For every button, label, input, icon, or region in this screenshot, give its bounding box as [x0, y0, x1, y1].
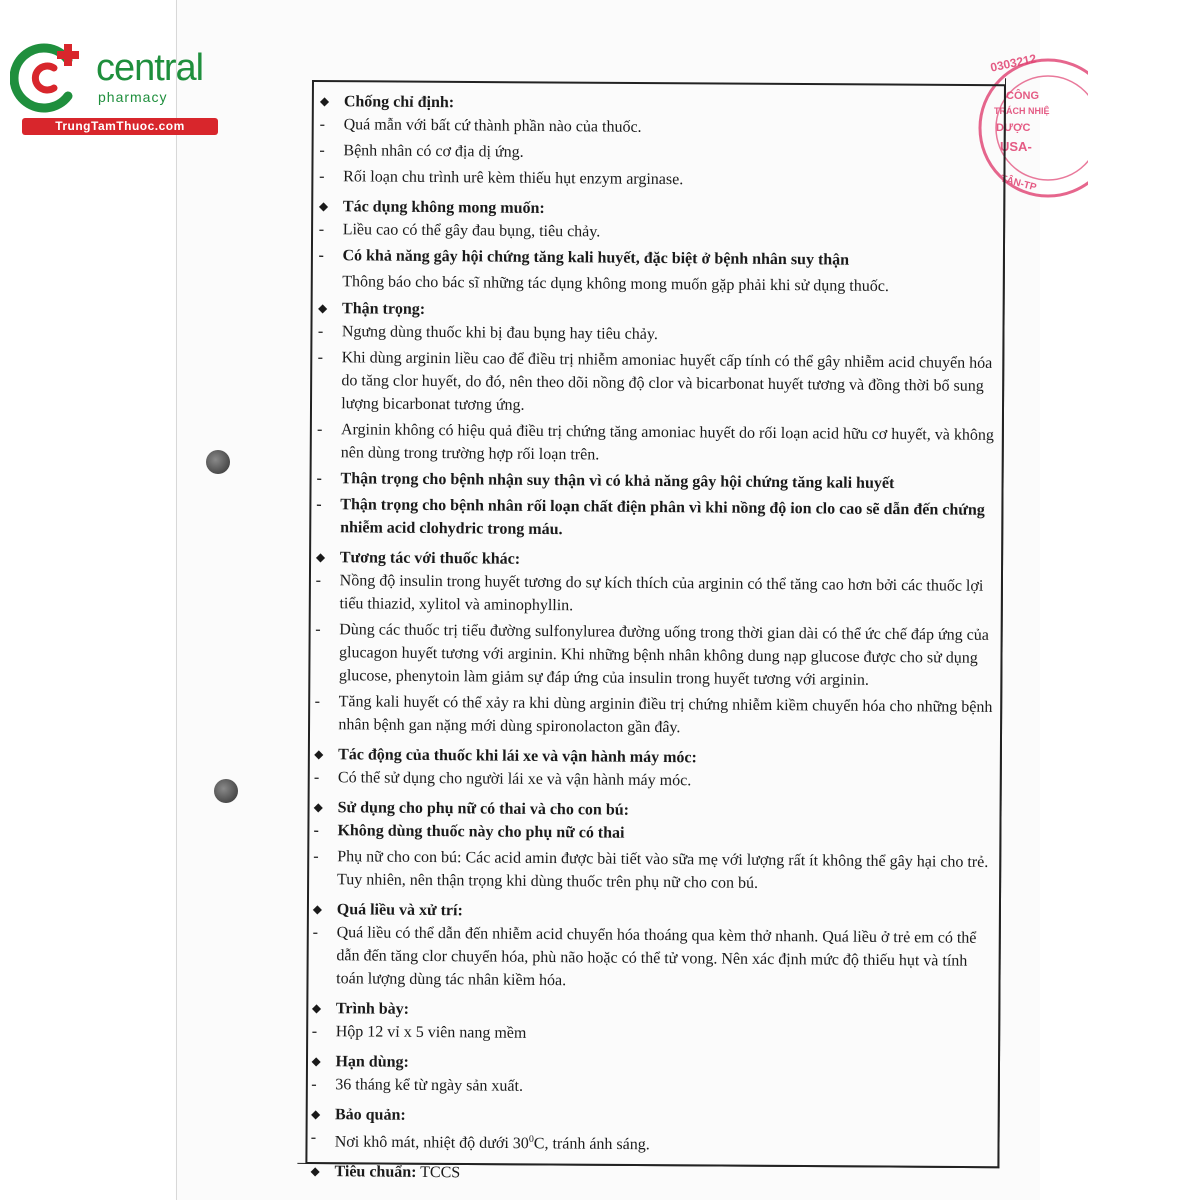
- dash-marker: -: [311, 1022, 318, 1041]
- section: [316, 195, 999, 299]
- section-heading-text: Hạn dùng:: [335, 1053, 409, 1071]
- document-content: [308, 86, 1000, 1189]
- pharmacy-cross-icon: [10, 38, 90, 116]
- list-item-text: Ngưng dùng thuốc khi bị đau bụng hay tiêu chảy.: [341, 323, 658, 343]
- stamp-line-3: DƯỢC: [996, 122, 1031, 134]
- logo-subtitle: pharmacy: [98, 89, 168, 105]
- list-item-text: Liều cao có thể gây đau bụng, tiêu chảy.: [342, 221, 601, 241]
- diamond-bullet-icon: ◆: [313, 799, 324, 815]
- list-item-text: Bệnh nhân có cơ địa dị ứng.: [343, 142, 524, 161]
- list-item-text: 36 tháng kể từ ngày sản xuất.: [335, 1076, 524, 1095]
- list-item-text: Có thể sử dụng cho người lái xe và vận hành máy móc.: [337, 769, 692, 790]
- logo-name: central: [96, 47, 204, 89]
- section: [311, 796, 994, 900]
- dash-marker: -: [313, 768, 320, 787]
- dash-marker: -: [316, 421, 323, 439]
- list-item-text: Quá mẫn với bất cứ thành phần nào của thuốc.: [343, 116, 642, 136]
- diamond-bullet-icon: ◆: [311, 1053, 321, 1069]
- list-item-text: Phụ nữ cho con bú: Các acid amin được bài tiết vào sữa mẹ với lượng rất ít không thể gây hại cho trẻ. Tuy nhiên, nên thận trọng khi dùng thuốc trên phụ nữ cho con bú.: [337, 848, 989, 892]
- list-item-text: Khi dùng arginin liều cao để điều trị nhiễm amoniac huyết cấp tính có thể gây nhiễm acid chuyển hóa do tăng clor huyết, do đó, nên theo dõi nồng độ clor và bicarbonat huyết tương và đồng thời bổ sung lượng bicarbonat tương ứng.: [341, 349, 993, 414]
- dash-marker: -: [319, 168, 325, 186]
- section: [310, 898, 993, 999]
- section-heading-text: Chống chỉ định:: [343, 93, 455, 112]
- section: [309, 1103, 991, 1162]
- list-item-text: Nơi khô mát, nhiệt độ dưới 30: [334, 1133, 529, 1153]
- dash-marker: -: [313, 821, 319, 840]
- list-item-text: Nồng độ insulin trong huyết tương do sự kích thích của arginin có thể tăng cao hơn bởi các thuốc lợi tiểu thiazid, xylitol và aminophyllin.: [339, 572, 984, 615]
- section-heading-text: Tác động của thuốc khi lái xe và vận hành máy móc:: [338, 746, 697, 767]
- list-item: [313, 618, 996, 693]
- dash-marker: -: [315, 620, 321, 639]
- binder-hole-top: [206, 450, 230, 474]
- dash-marker: -: [317, 349, 324, 367]
- diamond-bullet-icon: ◆: [318, 199, 329, 214]
- diamond-bullet-icon: ◆: [310, 1164, 320, 1179]
- list-item: [310, 921, 993, 996]
- list-item: [315, 346, 998, 421]
- list-item-text: Thận trọng cho bệnh nhận suy thận vì có khả năng gây hội chứng tăng kali huyết: [340, 470, 895, 493]
- section: [312, 546, 996, 745]
- list-item-text: Có khả năng gây hội chứng tăng kali huyết, đặc biệt ở bệnh nhân suy thận: [342, 247, 850, 269]
- stamp-line-4: USA-: [1000, 139, 1032, 154]
- list-item: [313, 569, 995, 621]
- list-item: [312, 690, 994, 742]
- section-heading-text: Tiêu chuẩn:: [334, 1163, 417, 1182]
- dash-marker: -: [319, 142, 325, 160]
- list-item-text: Không dùng thuốc này cho phụ nữ có thai: [337, 822, 625, 842]
- section-heading-text: Quá liều và xử trí:: [336, 901, 463, 920]
- diamond-bullet-icon: ◆: [319, 94, 330, 109]
- stamp-line-5: TÂN-TP: [999, 173, 1038, 194]
- list-item: [311, 845, 993, 897]
- diamond-bullet-icon: ◆: [318, 301, 328, 316]
- list-item: [314, 493, 996, 545]
- dash-marker: -: [314, 692, 321, 711]
- list-item-text: Arginin không có hiệu quả điều trị chứng tăng amoniac huyết do rối loạn acid hữu cơ huyết, và không nên dùng trong trường hợp rối loạn trên.: [340, 421, 994, 464]
- dash-marker: -: [317, 323, 324, 341]
- stamp-line-2: TRÁCH NHIỆ: [994, 106, 1050, 116]
- list-item-text: Quá liều có thể dẫn đến nhiễm acid chuyển hóa thoáng qua kèm thở nhanh. Quá liều ở trẻ em có thể dẫn đến tăng clor chuyển hóa, phù não hoặc có thể tử vong. Nên xác định mức độ thiếu hụt và tính toán lượng dùng tác nhân kiềm hóa.: [336, 924, 977, 990]
- section-heading-text: Bảo quản:: [334, 1106, 406, 1124]
- list-item-text: Dùng các thuốc trị tiểu đường sulfonylurea đường uống trong thời gian dài có thể ức chế đáp ứng của glucagon huyết tương với arginin. Khi những bệnh nhân không dung nạp glucose được cho sử dụng glucose, phenytoin làm giảm sự đáp ứng của insulin trong huyết tương với arginin.: [338, 621, 989, 689]
- dash-marker: -: [316, 496, 322, 514]
- logo-url-banner[interactable]: TrungTamThuoc.com: [22, 118, 218, 135]
- section-note: Thông báo cho bác sĩ những tác dụng không mong muốn gặp phải khi sử dụng thuốc.: [342, 273, 889, 295]
- list-item-text: Rối loạn chu trình urê kèm thiếu hụt enzym arginase.: [343, 168, 684, 189]
- diamond-bullet-icon: ◆: [315, 549, 326, 565]
- stamp-line-1: CÔNG: [1006, 90, 1039, 102]
- dash-marker: -: [312, 923, 319, 942]
- diamond-bullet-icon: ◆: [312, 901, 323, 917]
- binder-hole-bottom: [214, 779, 238, 803]
- section-heading-text: Tương tác với thuốc khác:: [339, 549, 521, 568]
- section: [314, 297, 998, 548]
- section-heading-value: TCCS: [416, 1164, 461, 1182]
- diamond-bullet-icon: ◆: [314, 746, 324, 762]
- section-heading-text: Trình bày:: [335, 1000, 410, 1018]
- list-item-text-after: C, tránh ánh sáng.: [533, 1135, 650, 1154]
- central-pharmacy-logo[interactable]: [10, 38, 215, 138]
- section: [310, 997, 992, 1052]
- dash-marker: -: [315, 571, 322, 590]
- dash-marker: -: [318, 221, 325, 239]
- left-background: [0, 0, 176, 1200]
- dash-marker: -: [318, 247, 324, 265]
- dash-marker: -: [313, 847, 319, 866]
- section: [309, 1050, 991, 1105]
- section-heading-text: Thận trọng:: [341, 300, 426, 318]
- list-item-text: Hộp 12 vỉ x 5 viên nang mềm: [335, 1023, 527, 1042]
- stamp-number: 0303212: [989, 51, 1038, 75]
- dash-marker: -: [316, 470, 322, 488]
- degree-superscript: 0: [528, 1133, 534, 1145]
- list-item-text: Thận trọng cho bệnh nhân rối loạn chất điện phân vì khi nồng độ ion clo cao sẽ dẫn đến chứng nhiễm acid clohydric trong máu.: [340, 496, 985, 539]
- dash-marker: -: [319, 116, 326, 134]
- dash-marker: -: [311, 1075, 317, 1094]
- list-item: [315, 418, 997, 470]
- section: [312, 743, 994, 798]
- dash-marker: -: [310, 1128, 317, 1147]
- section-heading-text: Sử dụng cho phụ nữ có thai và cho con bú:: [337, 799, 630, 819]
- section: [317, 90, 1000, 197]
- list-item-text: Tăng kali huyết có thể xảy ra khi dùng arginin điều trị chứng nhiễm kiềm chuyển hóa cho những bệnh nhân bệnh gan nặng mới dùng spironolacton gần đây.: [338, 693, 993, 737]
- diamond-bullet-icon: ◆: [310, 1106, 321, 1122]
- section-heading-text: Tác dụng không mong muốn:: [342, 198, 545, 217]
- diamond-bullet-icon: ◆: [311, 1000, 322, 1016]
